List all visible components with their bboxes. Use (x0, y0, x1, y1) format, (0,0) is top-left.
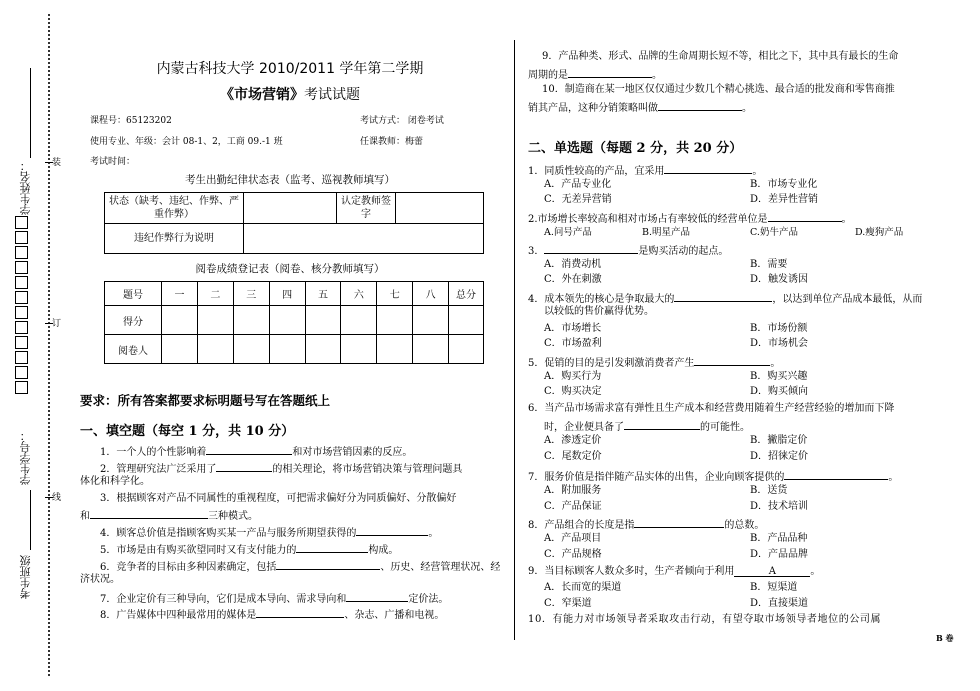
score-table (104, 281, 484, 364)
choice-q5-option[interactable]: C．购买决定 (544, 386, 602, 397)
choice-q3-option[interactable]: A．消费动机 (544, 259, 602, 270)
choice-q3: 3． 是购买活动的起点。 (528, 242, 728, 260)
choice-q9: 9．当目标顾客人数众多时，生产者倾向于利用 A 。 (528, 566, 821, 577)
choice-q4-option[interactable]: A．市场增长 (544, 323, 602, 334)
university-title: 内蒙古科技大学 2010/2011 学年第二学期 (156, 61, 424, 77)
class-label: 考生班级 (19, 555, 32, 599)
attendance-table (104, 192, 484, 254)
choice-q6-option[interactable]: C．尾数定价 (544, 451, 602, 462)
choice-q9-option[interactable]: C．窄渠道 (544, 598, 592, 609)
score-header: 四 (269, 282, 305, 306)
choice-q6-option[interactable]: B．撇脂定价 (750, 435, 808, 446)
attendance-caption: 考生出勤纪律状态表（监考、巡视教师填写） (185, 174, 395, 186)
choice-q8-option[interactable]: C．产品规格 (544, 549, 602, 560)
fill-q5: 5．市场是由有购买欲望同时又有支付能力的 构成。 (100, 541, 398, 559)
fill-q7: 7．企业定价有三种导向，它们是成本导向、需求导向和 定价法。 (100, 590, 448, 608)
majors: 使用专业、年级：会计 08-1、2，工商 09.-1 班 (90, 137, 283, 147)
column-divider (514, 40, 515, 640)
choice-q5-option[interactable]: D．购买倾向 (750, 386, 809, 397)
choice-q2-option[interactable]: A.问号产品 (544, 227, 592, 238)
choice-q6: 6．当产品市场需求富有弹性且生产成本和经营费用随着生产经营经验的增加而下降 (528, 403, 895, 414)
violation-cell[interactable] (244, 224, 484, 254)
fill-q6-cont: 济状况。 (80, 574, 120, 585)
exam-title: 《市场营销》考试试题 (220, 87, 360, 103)
choice-q5-option[interactable]: B．购买兴趣 (750, 371, 808, 382)
fill-q4: 4．顾客总价值是指顾客购买某一产品与服务所期望获得的 。 (100, 524, 438, 542)
choice-q9-answer: A (734, 565, 810, 577)
fill-q2-cont: 体化和科学化。 (80, 476, 150, 487)
name-blank-line (30, 68, 31, 158)
section1-title: 一、填空题（每空 1 分，共 10 分） (80, 424, 295, 439)
fill-q9-cont: 周期的是 。 (528, 66, 662, 84)
choice-q2: 2.市场增长率较高和相对市场占有率较低的经营单位是 。 (528, 210, 852, 228)
fill-q2: 2．管理研究法广泛采用了 的相关理论，将市场营销决策与管理问题具 (100, 460, 462, 478)
fill-q9: 9．产品种类、形式、品牌的生命周期长短不等，相比之下，其中具有最长的生命 (542, 51, 899, 62)
choice-q6-cont: 时，企业便具备了 的可能性。 (544, 418, 750, 436)
section2-title: 二、单选题（每题 2 分，共 20 分） (528, 141, 743, 156)
paper-version: B 卷 (936, 633, 954, 643)
choice-q9-option[interactable]: B．短渠道 (750, 582, 798, 593)
choice-q1-option[interactable]: B．市场专业化 (750, 179, 818, 190)
choice-q9-option[interactable]: D．直接渠道 (750, 598, 809, 609)
fill-q3: 3．根据顾客对产品不同属性的重视程度，可把需求偏好分为同质偏好、分散偏好 (100, 493, 457, 504)
confirm-cell[interactable] (396, 193, 484, 224)
score-row-label: 得分 (105, 306, 162, 335)
score-header: 八 (413, 282, 449, 306)
choice-q7-option[interactable]: D．技术培训 (750, 501, 809, 512)
violation-label: 违纪作弊行为说明 (105, 224, 244, 254)
course-number: 课程号：65123202 (90, 116, 172, 126)
choice-q9-option[interactable]: A．长而宽的渠道 (544, 582, 622, 593)
fill-q1: 1．一个人的个性影响着 和对市场营销因素的反应。 (100, 443, 412, 461)
choice-q5: 5．促销的目的是引发刺激消费者产生 。 (528, 354, 780, 372)
choice-q10: 10．有能力对市场领导者采取攻击行动，有望夺取市场领导者地位的公司属 (528, 614, 882, 625)
score-header: 六 (341, 282, 377, 306)
seal-char-2: 订 (52, 319, 62, 329)
fill-q10-cont: 销其产品，这种分销策略叫做 。 (528, 99, 752, 117)
requirement-note: 要求：所有答案都要求标明题号写在答题纸上 (80, 393, 331, 408)
choice-q5-option[interactable]: A．购买行为 (544, 371, 602, 382)
score-header: 总分 (449, 282, 484, 306)
score-header: 七 (377, 282, 413, 306)
choice-q4-option[interactable]: D．市场机会 (750, 338, 809, 349)
student-id-label: 学生学号： (19, 430, 32, 485)
choice-q3-option[interactable]: B．需要 (750, 259, 788, 270)
binding-dotted-line (48, 14, 50, 676)
choice-q4: 4．成本领先的核心是争取最大的 ，以达到单位产品成本最低，从而 (528, 290, 922, 308)
choice-q2-option[interactable]: B.明星产品 (642, 227, 691, 238)
choice-q4-option[interactable]: B．市场份额 (750, 323, 808, 334)
choice-q8-option[interactable]: A．产品项目 (544, 533, 602, 544)
choice-q6-option[interactable]: D．招徕定价 (750, 451, 809, 462)
choice-q4-option[interactable]: C．市场盈利 (544, 338, 602, 349)
choice-q1-option[interactable]: C．无差异营销 (544, 194, 612, 205)
choice-q6-option[interactable]: A．渗透定价 (544, 435, 602, 446)
score-header: 三 (233, 282, 269, 306)
choice-q2-option[interactable]: C.奶牛产品 (750, 227, 798, 238)
score-header: 二 (197, 282, 233, 306)
teacher: 任课教师：梅蕾 (360, 137, 424, 147)
score-header: 题号 (105, 282, 162, 306)
score-caption: 阅卷成绩登记表（阅卷、核分教师填写） (195, 263, 385, 275)
confirm-label: 认定教师签字 (337, 193, 396, 224)
choice-q7-option[interactable]: B．送货 (750, 485, 788, 496)
choice-q7-option[interactable]: C．产品保证 (544, 501, 602, 512)
status-cell[interactable] (244, 193, 337, 224)
seal-char-3: 线 (52, 493, 62, 503)
choice-q1: 1．同质性较高的产品，宜采用 。 (528, 162, 762, 180)
choice-q1-option[interactable]: A．产品专业化 (544, 179, 612, 190)
class-blank-line (30, 490, 31, 550)
student-id-boxes (15, 216, 28, 396)
choice-q7: 7．服务价值是指伴随产品实体的出售，企业向顾客提供的 。 (528, 468, 898, 486)
choice-q3-option[interactable]: C．外在刺激 (544, 274, 602, 285)
choice-q8: 8．产品组合的长度是指 的总数。 (528, 516, 764, 534)
fill-q3-cont: 和 三种模式。 (80, 507, 258, 525)
score-row-label: 阅卷人 (105, 335, 162, 364)
fill-q10: 10．制造商在某一地区仅仅通过少数几个精心挑选、最合适的批发商和零售商推 (542, 84, 895, 95)
exam-mode: 考试方式： 闭卷考试 (360, 116, 444, 126)
choice-q8-option[interactable]: B．产品品种 (750, 533, 808, 544)
seal-char-1: 装 (52, 158, 62, 168)
choice-q8-option[interactable]: D．产品品牌 (750, 549, 809, 560)
student-name-label: 学生姓名： (19, 160, 32, 215)
choice-q4-cont: 以较低的售价赢得优势。 (544, 306, 654, 317)
choice-q7-option[interactable]: A．附加服务 (544, 485, 602, 496)
fill-q8: 8．广告媒体中四种最常用的媒体是 、杂志、广播和电视。 (100, 606, 444, 624)
score-header: 一 (162, 282, 198, 306)
choice-q2-option[interactable]: D.瘦狗产品 (855, 227, 904, 238)
status-label: 状态（缺考、违纪、作弊、严重作弊） (105, 193, 244, 224)
exam-time: 考试时间： (90, 157, 136, 167)
choice-q3-option[interactable]: D．触发诱因 (750, 274, 809, 285)
score-header: 五 (305, 282, 341, 306)
choice-q1-option[interactable]: D．差异性营销 (750, 194, 819, 205)
fill-q6: 6．竞争者的目标由多种因素确定，包括 、历史、经营管理状况、经 (100, 558, 500, 576)
